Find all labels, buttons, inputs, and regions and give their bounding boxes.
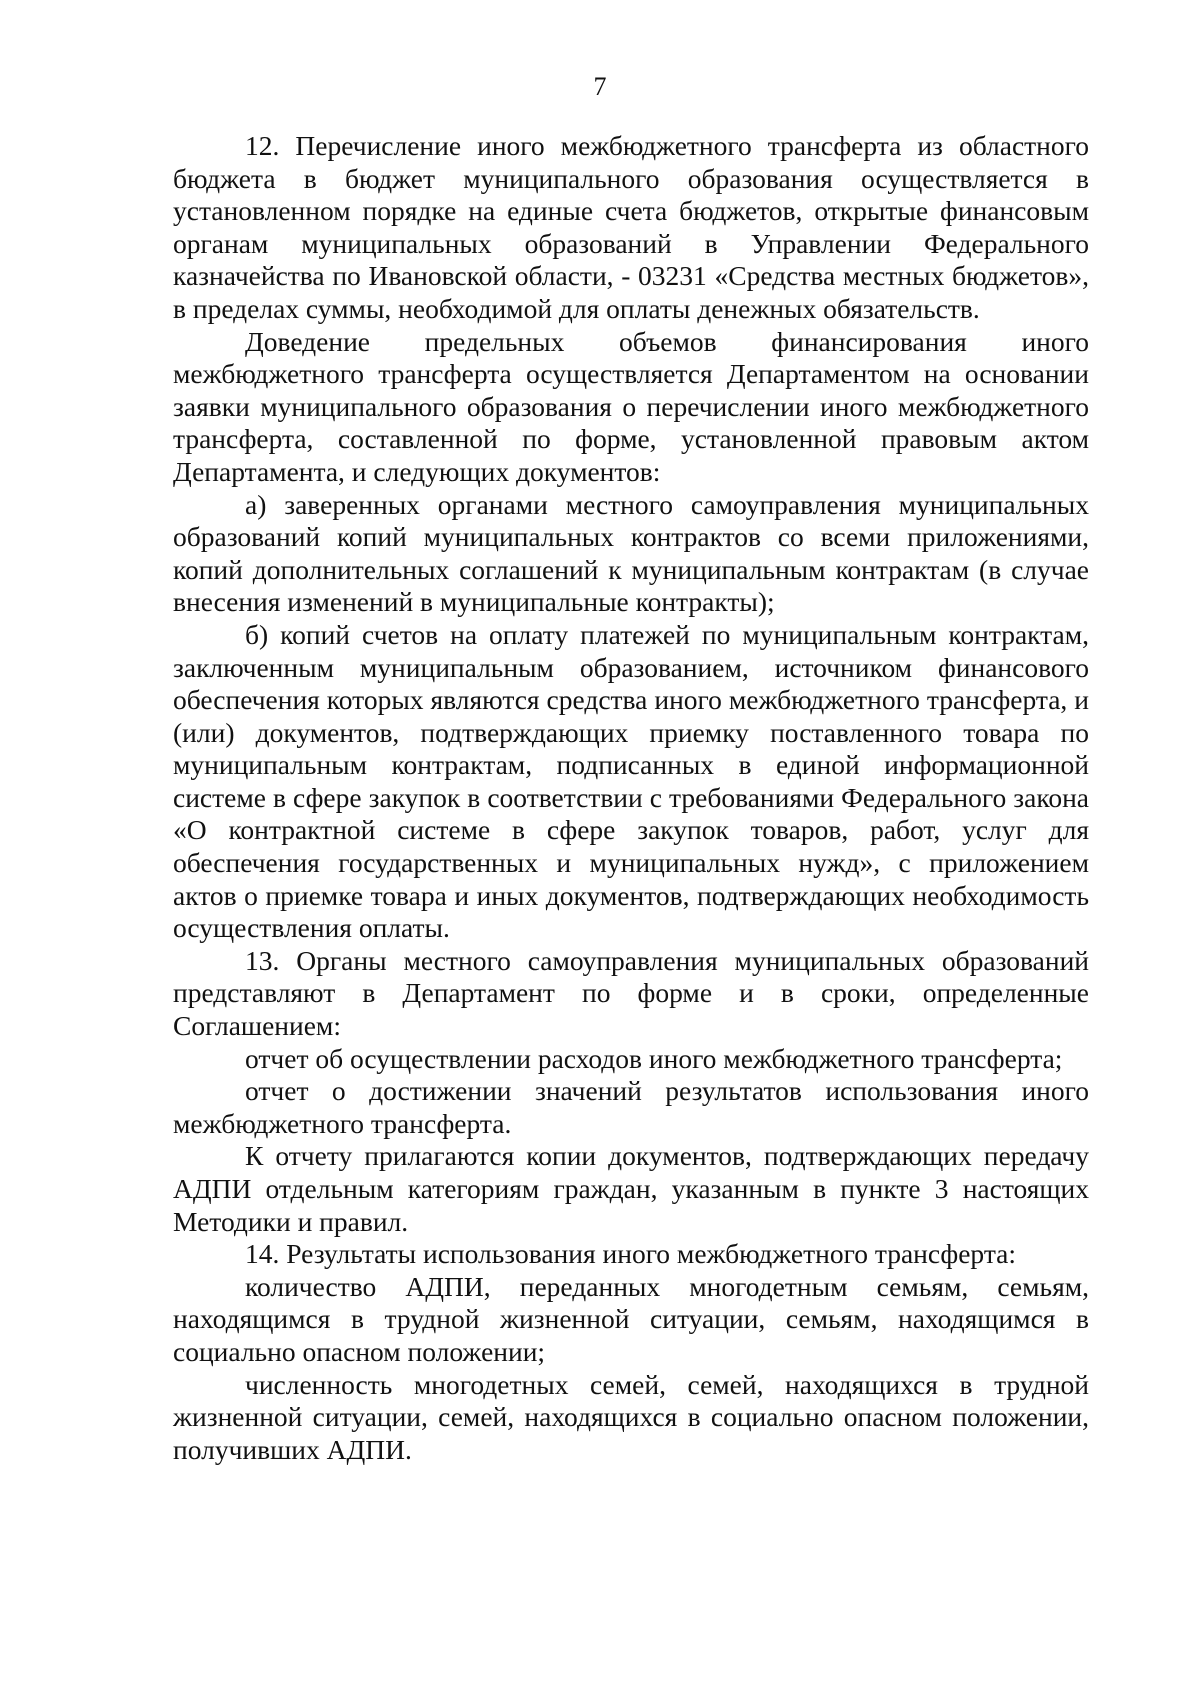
page-number: 7 — [593, 72, 607, 101]
paragraph-item-14: 14. Результаты использования иного межбюджетного трансферта: — [245, 1238, 1017, 1270]
paragraph-funding-limits: Доведение предельных объемов финансирования иного межбюджетного трансферта осуществляется Департаментом на основании заявки муниципального образования о перечислении иного межбюджетного трансферта, составленной по форме, установленной правовым актом Департамента, и следующих документов: — [173, 325, 1089, 487]
paragraph-results-report: отчет о достижении значений результатов использования иного межбюджетного трансферта. — [173, 1075, 1089, 1139]
paragraph-item-12: 12. Перечисление иного межбюджетного трансферта из областного бюджета в бюджет муниципального образования осуществляется в установленном порядке на единые счета бюджетов, открытые финансовым органам муниципальных образований в Управлении Федерального казначейства по Ивановской области, - 03231 «Средства местных бюджетов», в пределах суммы, необходимой для оплаты денежных обязательств. — [173, 130, 1089, 324]
paragraph-result-quantity: количество АДПИ, переданных многодетным семьям, семьям, находящимся в трудной жизненной ситуации, семьям, находящимся в социально опасном положении; — [173, 1270, 1089, 1367]
paragraph-item-13: 13. Органы местного самоуправления муниципальных образований представляют в Департамент по форме и в сроки, определенные Соглашением: — [173, 944, 1089, 1042]
paragraph-subitem-a: а) заверенных органами местного самоуправления муниципальных образований копий муниципальных контрактов со всеми приложениями, копий дополнительных соглашений к муниципальным контрактам (в случае внесения изменений в муниципальные контракты); — [173, 488, 1089, 618]
paragraph-result-families: численность многодетных семей, семей, находящихся в трудной жизненной ситуации, семей, находящихся в социально опасном положении, получивших АДПИ. — [173, 1368, 1089, 1465]
paragraph-subitem-b: б) копий счетов на оплату платежей по муниципальным контрактам, заключенным муниципальным образованием, источником финансового обеспечения которых являются средства иного межбюджетного трансферта, и (или) документов, подтверждающих приемку поставленного товара по муниципальным контрактам, подписанных в единой информационной системе в сфере закупок в соответствии с требованиями Федерального закона «О контрактной системе в сфере закупок товаров, работ, услуг для обеспечения государственных и муниципальных нужд», с приложением актов о приемке товара и иных документов, подтверждающих необходимость осуществления оплаты. — [173, 618, 1089, 944]
document-body — [173, 130, 1089, 1466]
paragraph-expense-report: отчет об осуществлении расходов иного межбюджетного трансферта; — [245, 1042, 1063, 1074]
paragraph-report-attachments: К отчету прилагаются копии документов, подтверждающих передачу АДПИ отдельным категориям граждан, указанным в пункте 3 настоящих Методики и правил. — [173, 1140, 1089, 1237]
